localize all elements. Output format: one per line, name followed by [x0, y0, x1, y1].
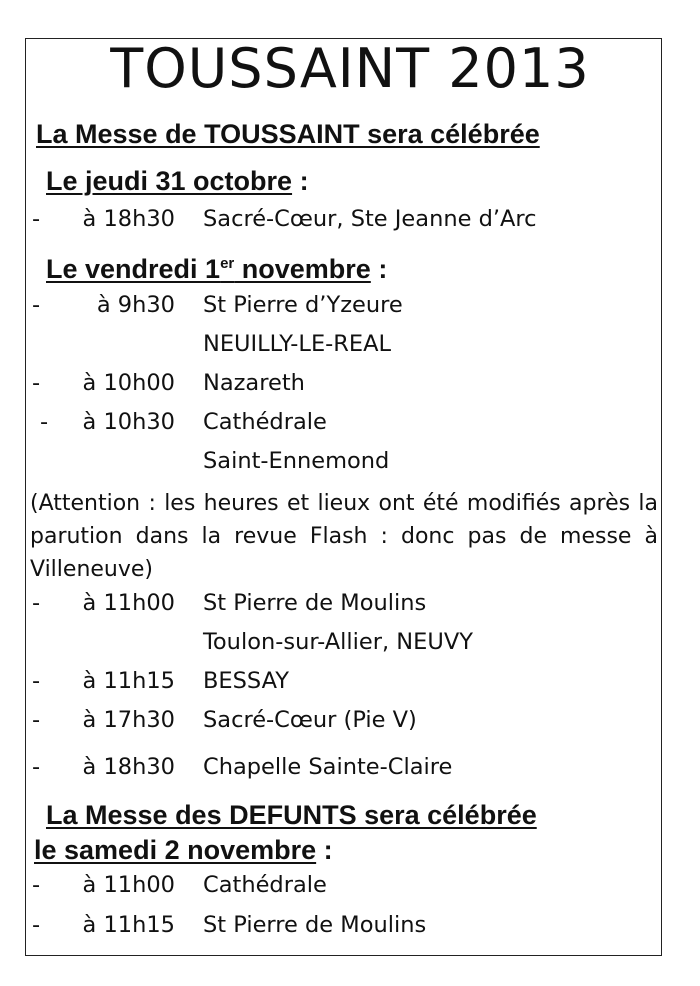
row-dash: -	[32, 590, 41, 616]
row-time: à 11h00	[82, 872, 175, 898]
schedule-row	[0, 407, 700, 437]
intro-heading-text: La Messe de TOUSSAINT sera célébrée	[36, 119, 540, 149]
row-place: St Pierre d’Yzeure	[203, 292, 403, 318]
schedule-row	[0, 627, 700, 657]
row-time: à 18h30	[82, 206, 175, 232]
row-dash: -	[32, 872, 41, 898]
schedule-row	[0, 368, 700, 398]
day1-heading	[46, 168, 309, 195]
row-place: St Pierre de Moulins	[203, 912, 427, 938]
day2-heading	[46, 256, 387, 283]
row-dash: -	[32, 292, 41, 318]
schedule-row	[0, 870, 700, 900]
row-place: Cathédrale	[203, 872, 327, 898]
defunts-colon: :	[323, 835, 333, 865]
row-place: Nazareth	[203, 370, 305, 396]
page-title: TOUSSAINT 2013	[110, 37, 590, 100]
attention-note: (Attention : les heures et lieux ont été modifiés après la parution dans la revue Flash : donc pas de messe à Villeneuve)	[30, 491, 658, 582]
row-time: à 17h30	[82, 707, 175, 733]
row-time: à 10h00	[82, 370, 175, 396]
day2-colon: :	[378, 254, 388, 284]
row-dash: -	[32, 668, 41, 694]
schedule-row	[0, 666, 700, 696]
defunts-date-heading	[34, 837, 333, 864]
day1-label: Le jeudi 31 octobre	[46, 166, 293, 196]
row-time: à 11h00	[82, 590, 175, 616]
day1-colon: :	[299, 166, 309, 196]
row-time: à 11h15	[82, 912, 175, 938]
row-dash: -	[32, 754, 41, 780]
intro-heading	[36, 121, 540, 148]
row-time: à 18h30	[82, 754, 175, 780]
schedule-row	[0, 290, 700, 320]
schedule-row	[0, 705, 700, 735]
row-dash: -	[40, 409, 49, 435]
row-place: Cathédrale	[203, 409, 327, 435]
day2-label	[46, 254, 371, 284]
schedule-row	[0, 910, 700, 940]
row-time: à 10h30	[82, 409, 175, 435]
schedule-row	[0, 752, 700, 782]
row-place: BESSAY	[203, 668, 290, 694]
row-place: St Pierre de Moulins	[203, 590, 427, 616]
defunts-heading-text: La Messe des DEFUNTS sera célébrée	[46, 800, 537, 830]
row-place: Sacré-Cœur, Ste Jeanne d’Arc	[203, 206, 537, 232]
schedule-row	[0, 204, 700, 234]
day2-label-sup: er	[220, 255, 235, 272]
row-dash: -	[32, 707, 41, 733]
row-dash: -	[32, 370, 41, 396]
schedule-row	[0, 446, 700, 476]
row-place: Sacré-Cœur (Pie V)	[203, 707, 417, 733]
defunts-heading	[46, 802, 537, 829]
row-place: NEUILLY-LE-REAL	[203, 331, 392, 357]
day2-label-post: novembre	[234, 254, 371, 284]
row-time: à 11h15	[82, 668, 175, 694]
row-place: Chapelle Sainte-Claire	[203, 754, 453, 780]
row-time: à 9h30	[96, 292, 175, 318]
row-place: Saint-Ennemond	[203, 448, 390, 474]
row-dash: -	[32, 912, 41, 938]
row-dash: -	[32, 206, 41, 232]
day2-label-pre: Le vendredi 1	[46, 254, 221, 284]
row-place: Toulon-sur-Allier, NEUVY	[203, 629, 473, 655]
schedule-row	[0, 588, 700, 618]
schedule-row	[0, 329, 700, 359]
defunts-label: le samedi 2 novembre	[34, 835, 317, 865]
